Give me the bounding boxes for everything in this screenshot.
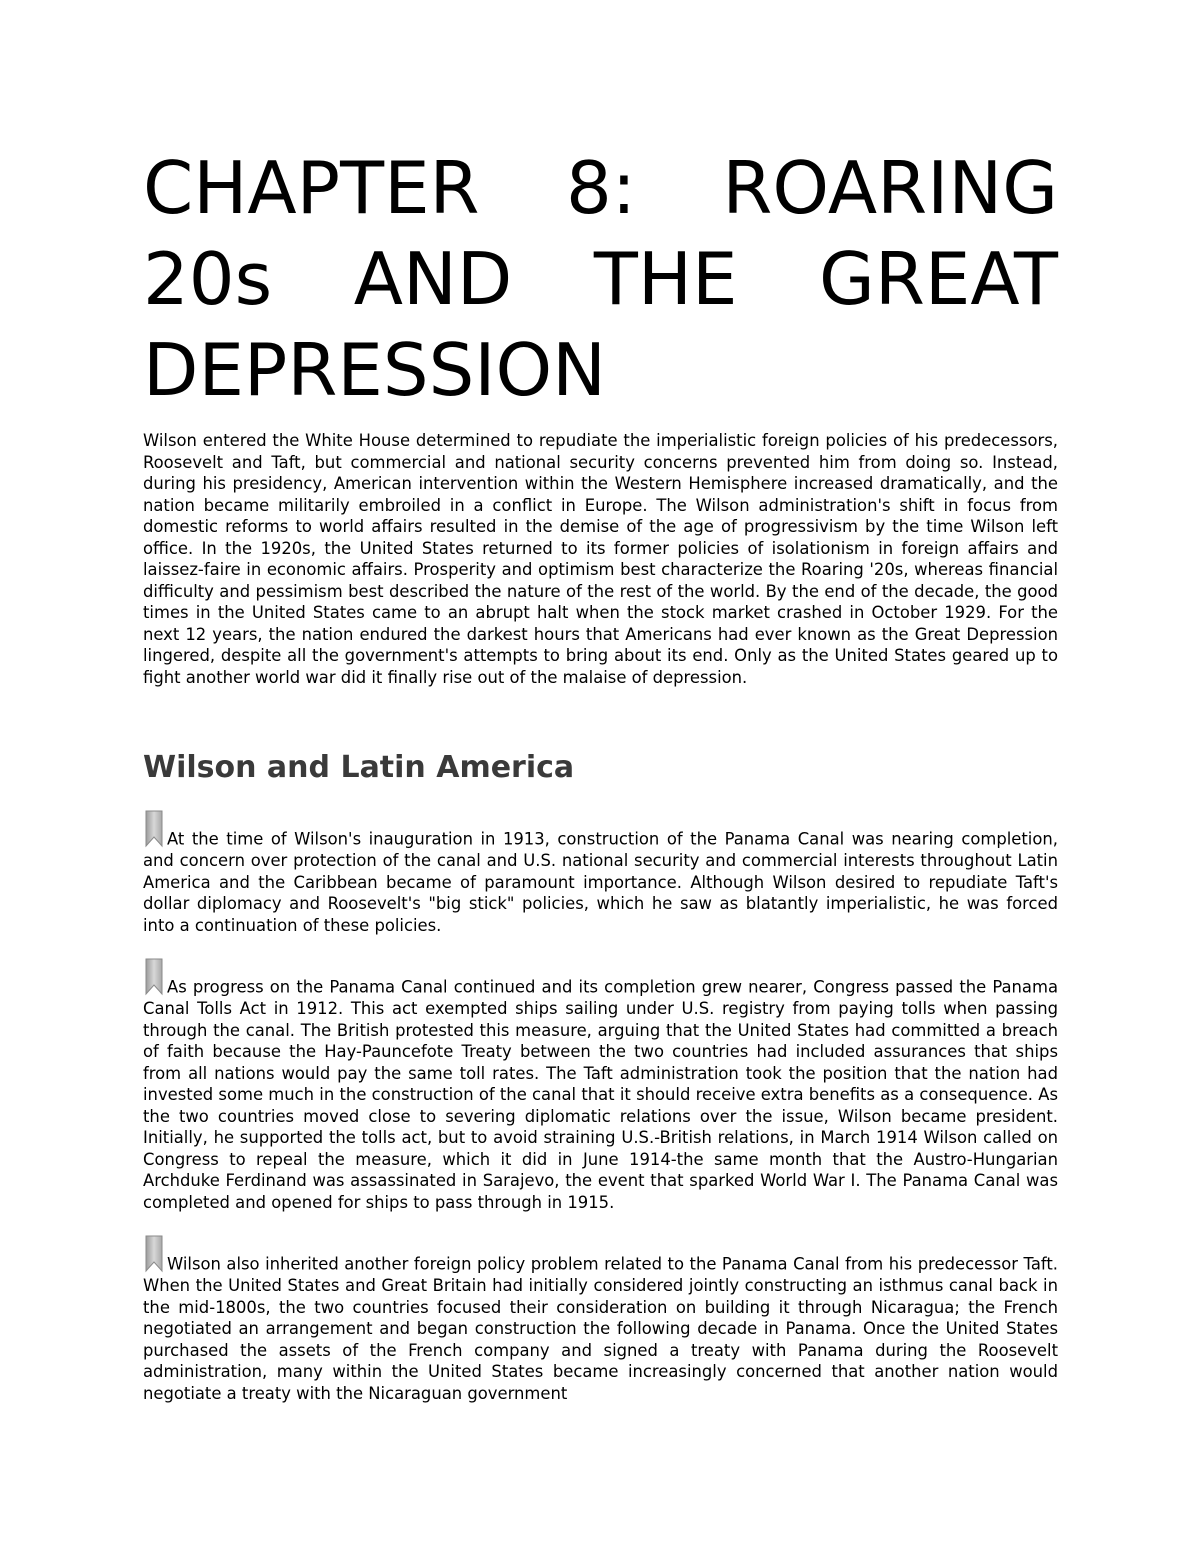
bookmark-icon[interactable]: [143, 810, 165, 848]
paragraph-text: As progress on the Panama Canal continued and its completion grew nearer, Congress passed the Panama Canal Tolls Act in 1912. This act exempted ships sailing under U.S. registry from paying tolls when passing through the canal. The British protested this measure, arguing that the United States had committed a breach of faith because the Hay-Pauncefote Treaty between the two countries had included assurances that ships from all nations would pay the same toll rates. The Taft administration took the position that the nation had invested some much in the construction of the canal that it should receive extra benefits as a consequence. As the two countries moved close to severing diplomatic relations over the issue, Wilson became president. Initially, he supported the tolls act, but to avoid straining U.S.-British relations, in March 1914 Wilson called on Congress to repeal the measure, which it did in June 1914-the same month that the Austro-Hungarian Archduke Ferdinand was assassinated in Sarajevo, the event that sparked World War I. The Panama Canal was completed and opened for ships to pass through in 1915.: [143, 977, 1058, 1212]
paragraph: [143, 1235, 1058, 1404]
document-page: [143, 143, 1058, 1404]
chapter-title: CHAPTER 8: ROARING 20s AND THE GREAT DEPRESSION: [143, 146, 1058, 412]
paragraph: [143, 810, 1058, 936]
bookmark-icon[interactable]: [143, 958, 165, 996]
paragraph: [143, 958, 1058, 1213]
paragraph-text: Wilson also inherited another foreign policy problem related to the Panama Canal from his predecessor Taft. When the United States and Great Britain had initially considered jointly constructing an isthmus canal back in the mid-1800s, the two countries focused their consideration on building it through Nicaragua; the French negotiated an arrangement and began construction the following decade in Panama. Once the United States purchased the assets of the French company and signed a treaty with Panama during the Roosevelt administration, many within the United States became increasingly concerned that another nation would negotiate a treaty with the Nicaraguan government: [143, 1254, 1058, 1403]
bookmark-icon[interactable]: [143, 1235, 165, 1273]
intro-paragraph: Wilson entered the White House determined to repudiate the imperialistic foreign policies of his predecessors, Roosevelt and Taft, but commercial and national security concerns prevented him from doing so. Instead, during his presidency, American intervention within the Western Hemisphere increased dramatically, and the nation became militarily embroiled in a conflict in Europe. The Wilson administration's shift in focus from domestic reforms to world affairs resulted in the demise of the age of progressivism by the time Wilson left office. In the 1920s, the United States returned to its former policies of isolationism in foreign affairs and laissez-faire in economic affairs. Prosperity and optimism best characterize the Roaring '20s, whereas financial difficulty and pessimism best described the nature of the rest of the world. By the end of the decade, the good times in the United States came to an abrupt halt when the stock market crashed in October 1929. For the next 12 years, the nation endured the darkest hours that Americans had ever known as the Great Depression lingered, despite all the government's attempts to bring about its end. Only as the United States geared up to fight another world war did it finally rise out of the malaise of depression.: [143, 431, 1058, 687]
paragraph-text: At the time of Wilson's inauguration in 1913, construction of the Panama Canal was nearing completion, and concern over protection of the canal and U.S. national security and commercial interests throughout Latin America and the Caribbean became of paramount importance. Although Wilson desired to repudiate Taft's dollar diplomacy and Roosevelt's "big stick" policies, which he saw as blatantly imperialistic, he was forced into a continuation of these policies.: [143, 829, 1058, 935]
section-heading: Wilson and Latin America: [143, 750, 575, 785]
